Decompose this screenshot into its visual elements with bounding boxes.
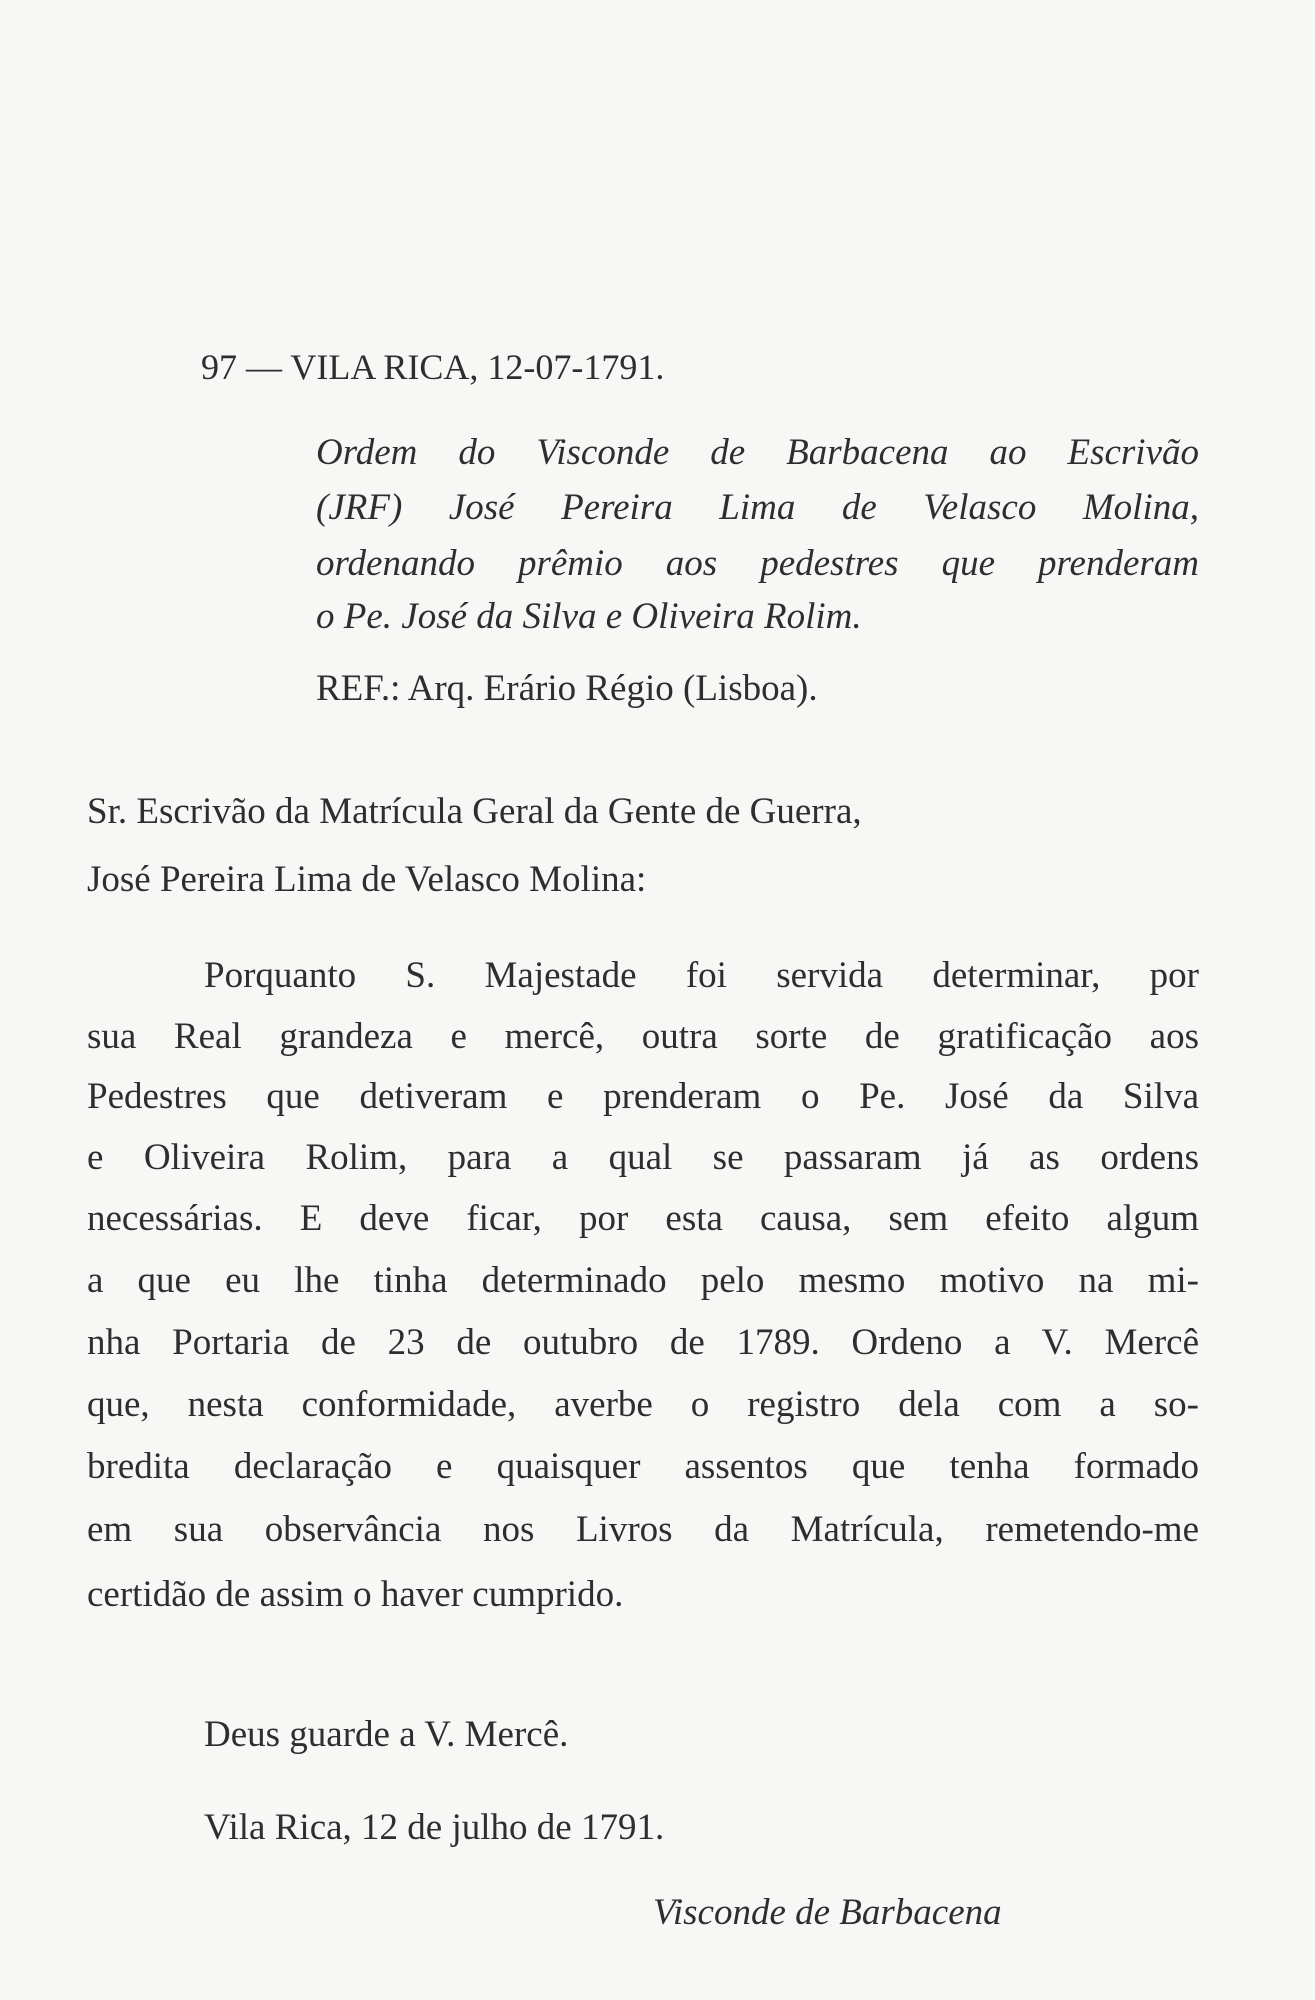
- document-heading: 97 — VILA RICA, 12-07-1791.: [201, 347, 665, 387]
- summary-line: ordenando prêmio aos pedestres que prenderam: [316, 543, 1199, 584]
- place-date: Vila Rica, 12 de julho de 1791.: [204, 1807, 665, 1848]
- body-line: a que eu lhe tinha determinado pelo mesmo motivo na mi-: [87, 1260, 1199, 1301]
- reference: REF.: Arq. Erário Régio (Lisboa).: [316, 668, 818, 709]
- summary-line: (JRF) José Pereira Lima de Velasco Molina,: [316, 487, 1199, 528]
- closing: Deus guarde a V. Mercê.: [204, 1714, 569, 1755]
- body-line: certidão de assim o haver cumprido.: [87, 1574, 624, 1615]
- body-line: nha Portaria de 23 de outubro de 1789. Ordeno a V. Mercê: [87, 1322, 1199, 1363]
- summary-line: Ordem do Visconde de Barbacena ao Escrivão: [316, 432, 1199, 473]
- body-line: em sua observância nos Livros da Matrícula, remetendo-me: [87, 1509, 1199, 1550]
- body-line: Pedestres que detiveram e prenderam o Pe. José da Silva: [87, 1076, 1199, 1117]
- body-line: necessárias. E deve ficar, por esta causa, sem efeito algum: [87, 1198, 1199, 1239]
- body-line: que, nesta conformidade, averbe o registro dela com a so-: [87, 1384, 1199, 1425]
- body-line: sua Real grandeza e mercê, outra sorte de gratificação aos: [87, 1016, 1199, 1057]
- body-line: e Oliveira Rolim, para a qual se passaram já as ordens: [87, 1137, 1199, 1178]
- body-line: bredita declaração e quaisquer assentos que tenha formado: [87, 1446, 1199, 1487]
- salutation-line: José Pereira Lima de Velasco Molina:: [87, 859, 647, 900]
- summary-line: o Pe. José da Silva e Oliveira Rolim.: [316, 596, 862, 637]
- body-line: Porquanto S. Majestade foi servida determinar, por: [204, 955, 1199, 996]
- salutation-line: Sr. Escrivão da Matrícula Geral da Gente de Guerra,: [87, 791, 862, 832]
- signature: Visconde de Barbacena: [653, 1892, 1002, 1933]
